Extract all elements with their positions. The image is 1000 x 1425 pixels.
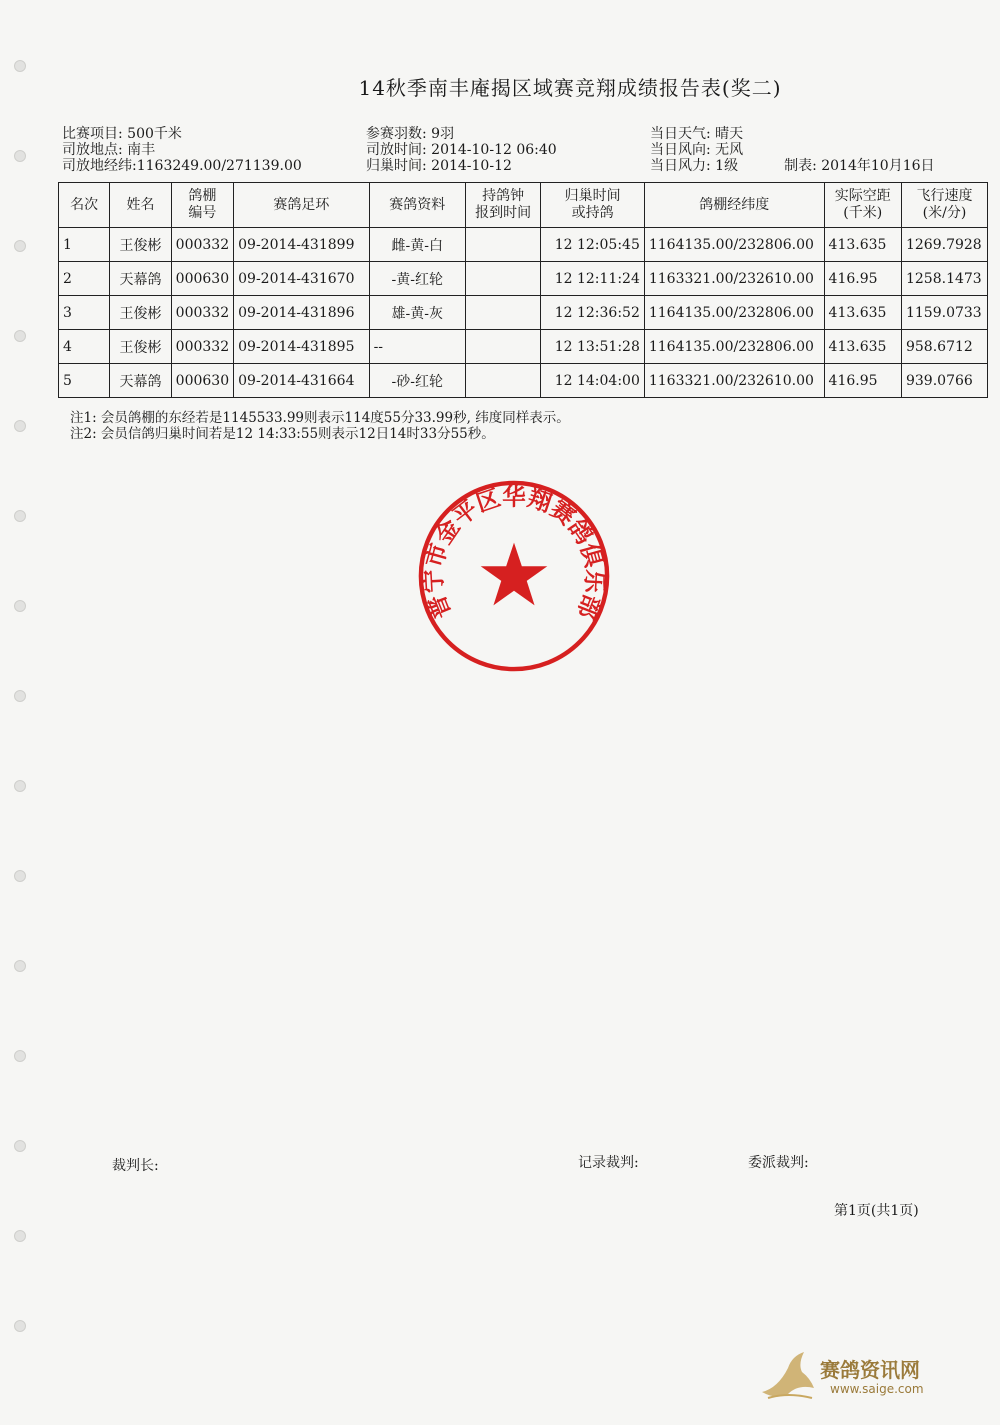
cell-loft-number: 000630: [171, 262, 233, 296]
header-loft-coords: 鸽棚经纬度: [644, 183, 824, 228]
cell-speed: 1269.7928: [901, 228, 987, 262]
cell-rank: 2: [59, 262, 110, 296]
cell-pigeon-info: --: [369, 330, 465, 364]
cell-pigeon-info: 雄-黄-灰: [369, 296, 465, 330]
cell-pigeon-info: 雌-黄-白: [369, 228, 465, 262]
header-clock-report: 持鸽钟 报到时间: [465, 183, 540, 228]
table-row: [59, 296, 988, 330]
cell-clock-report: [465, 262, 540, 296]
cell-pigeon-info: -黄-红轮: [369, 262, 465, 296]
info-made-date: 制表: 2014年10月16日: [784, 158, 935, 174]
cell-speed: 1159.0733: [901, 296, 987, 330]
header-distance: 实际空距 (千米): [824, 183, 901, 228]
info-event: 比赛项目: 500千米: [62, 126, 182, 142]
cell-loft-coords: 1164135.00/232806.00: [644, 228, 824, 262]
cell-distance: 413.635: [824, 296, 901, 330]
watermark-logo: [758, 1348, 968, 1408]
cell-loft-coords: 1163321.00/232610.00: [644, 262, 824, 296]
notes: [70, 410, 570, 442]
cell-ring: 09-2014-431664: [234, 364, 369, 398]
delegated-referee-label: 委派裁判:: [748, 1155, 809, 1171]
watermark-brand: 赛鸽资讯网: [820, 1358, 920, 1382]
cell-rank: 1: [59, 228, 110, 262]
cell-loft-number: 000630: [171, 364, 233, 398]
cell-clock-report: [465, 296, 540, 330]
info-return-time: 归巢时间: 2014-10-12: [366, 158, 512, 174]
header-pigeon-info: 赛鸽资料: [369, 183, 465, 228]
recording-referee-label: 记录裁判:: [578, 1155, 639, 1171]
info-col-1: [62, 126, 302, 174]
cell-distance: 416.95: [824, 364, 901, 398]
info-wind-direction: 当日风向: 无风: [650, 142, 744, 158]
report-title: 14秋季南丰庵揭区域赛竞翔成绩报告表(奖二): [358, 76, 782, 100]
cell-return-time: 12 14:04:00: [541, 364, 645, 398]
cell-return-time: 12 12:36:52: [541, 296, 645, 330]
cell-loft-coords: 1164135.00/232806.00: [644, 330, 824, 364]
cell-loft-number: 000332: [171, 330, 233, 364]
table-header-row: [59, 183, 988, 228]
cell-return-time: 12 13:51:28: [541, 330, 645, 364]
cell-return-time: 12 12:11:24: [541, 262, 645, 296]
info-release-time: 司放时间: 2014-10-12 06:40: [366, 142, 557, 158]
cell-clock-report: [465, 330, 540, 364]
header-ring: 赛鸽足环: [234, 183, 369, 228]
info-entries: 参赛羽数: 9羽: [366, 126, 455, 142]
cell-loft-coords: 1164135.00/232806.00: [644, 296, 824, 330]
cell-pigeon-info: -砂-红轮: [369, 364, 465, 398]
cell-distance: 413.635: [824, 228, 901, 262]
header-rank: 名次: [59, 183, 110, 228]
table-row: [59, 262, 988, 296]
cell-ring: 09-2014-431670: [234, 262, 369, 296]
info-col-2: [366, 126, 557, 174]
seal-star: [481, 543, 548, 606]
info-weather: 当日天气: 晴天: [650, 126, 744, 142]
header-loft-number: 鸽棚 编号: [171, 183, 233, 228]
table-row: [59, 364, 988, 398]
header-name: 姓名: [110, 183, 171, 228]
cell-loft-coords: 1163321.00/232610.00: [644, 364, 824, 398]
cell-speed: 958.6712: [901, 330, 987, 364]
header-return-time: 归巢时间 或持鸽: [541, 183, 645, 228]
cell-ring: 09-2014-431895: [234, 330, 369, 364]
info-col-3: [650, 126, 935, 174]
results-table: [58, 182, 988, 398]
cell-name: 王俊彬: [110, 296, 171, 330]
cell-rank: 5: [59, 364, 110, 398]
cell-clock-report: [465, 228, 540, 262]
cell-speed: 939.0766: [901, 364, 987, 398]
page-number: 第1页(共1页): [834, 1203, 919, 1219]
watermark-url: www.saige.com: [830, 1382, 924, 1396]
cell-rank: 4: [59, 330, 110, 364]
header-speed: 飞行速度 (米/分): [901, 183, 987, 228]
cell-ring: 09-2014-431896: [234, 296, 369, 330]
info-release-coords: 司放地经纬:1163249.00/271139.00: [62, 158, 302, 174]
table-row: [59, 330, 988, 364]
cell-loft-number: 000332: [171, 228, 233, 262]
chief-referee-label: 裁判长:: [112, 1158, 159, 1174]
note-2: 注2: 会员信鸽归巢时间若是12 14:33:55则表示12日14时33分55秒。: [70, 426, 495, 442]
cell-name: 天幕鸽: [110, 364, 171, 398]
pigeon-logo-icon: [758, 1348, 818, 1404]
binder-holes: [14, 0, 34, 1425]
note-1: 注1: 会员鸽棚的东经若是1145533.99则表示114度55分33.99秒, 纬度同样表示。: [70, 410, 570, 426]
cell-name: 天幕鸽: [110, 262, 171, 296]
cell-loft-number: 000332: [171, 296, 233, 330]
cell-rank: 3: [59, 296, 110, 330]
cell-distance: 413.635: [824, 330, 901, 364]
cell-name: 王俊彬: [110, 330, 171, 364]
cell-speed: 1258.1473: [901, 262, 987, 296]
table-row: [59, 228, 988, 262]
cell-clock-report: [465, 364, 540, 398]
info-release-place: 司放地点: 南丰: [62, 142, 156, 158]
seal-text: 普宁市金平区华翔赛鸽俱乐部: [418, 482, 610, 623]
cell-distance: 416.95: [824, 262, 901, 296]
cell-return-time: 12 12:05:45: [541, 228, 645, 262]
cell-name: 王俊彬: [110, 228, 171, 262]
cell-ring: 09-2014-431899: [234, 228, 369, 262]
club-seal-stamp: [416, 478, 612, 674]
info-wind-force: 当日风力: 1级: [650, 158, 739, 174]
